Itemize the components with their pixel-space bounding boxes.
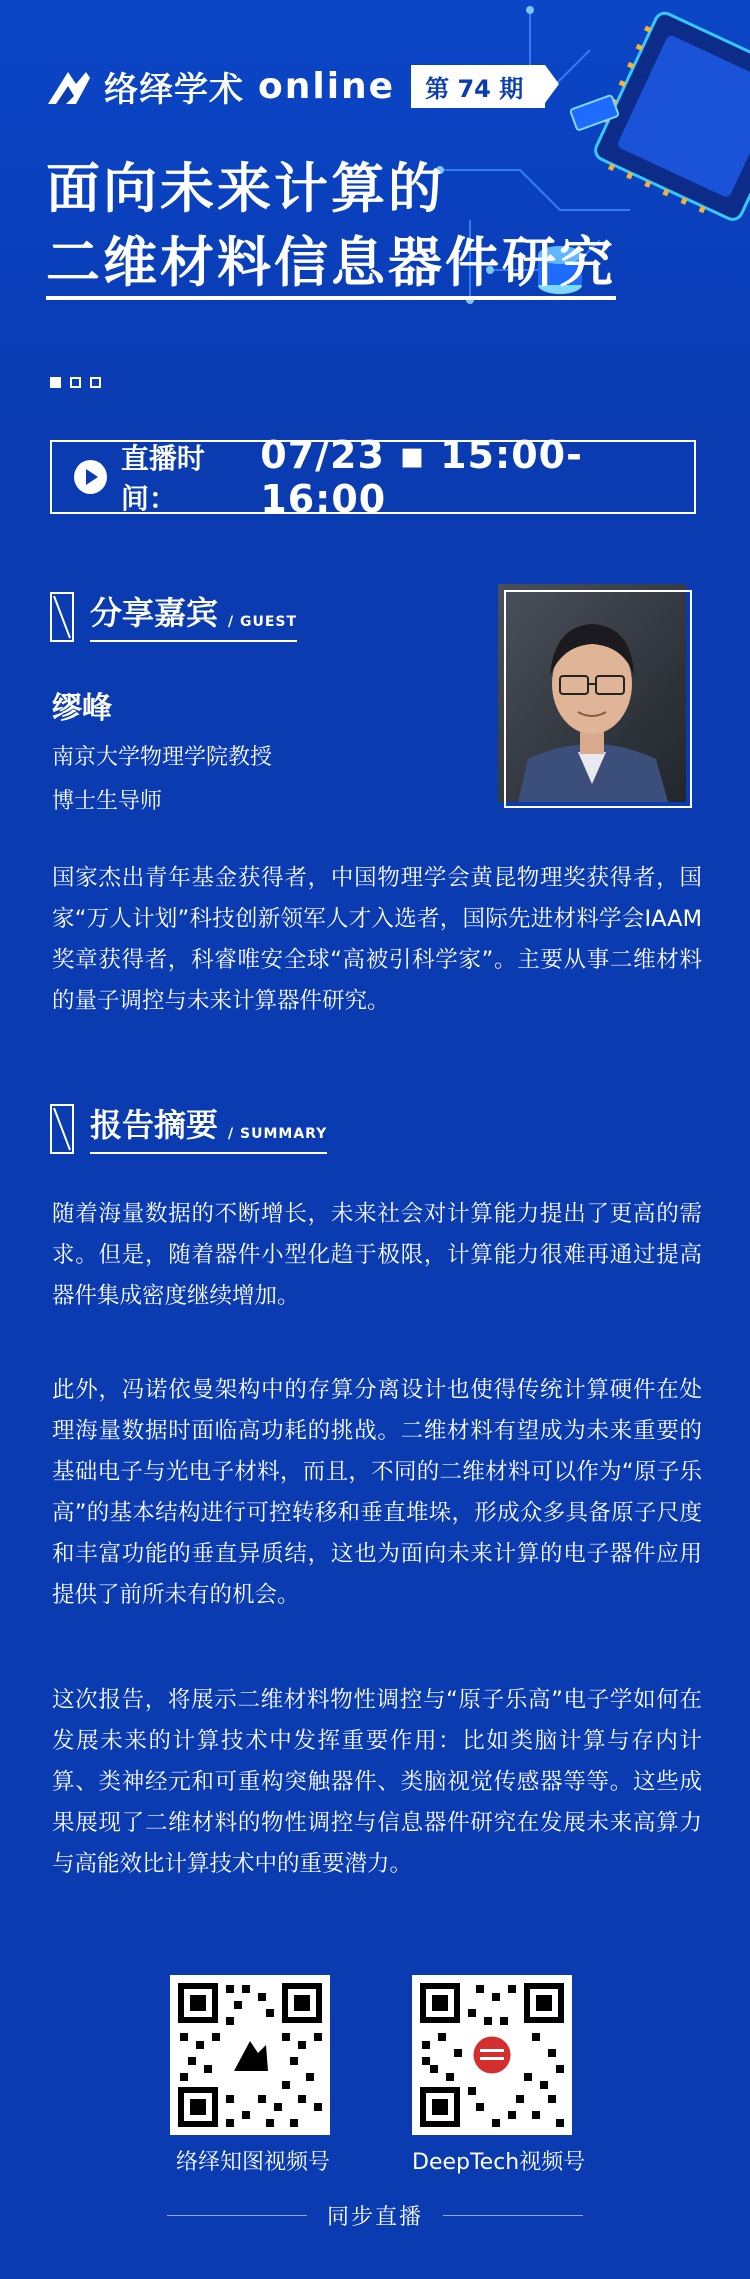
slide-dots bbox=[50, 377, 101, 388]
title-line-2: 二维材料信息器件研究 bbox=[46, 231, 616, 300]
live-time-label: 直播时间： bbox=[120, 442, 205, 515]
sync-live-text: 同步直播 bbox=[326, 2205, 423, 2230]
sync-live-footer bbox=[0, 2200, 750, 2231]
section-marker-icon bbox=[50, 592, 74, 642]
dot bbox=[90, 377, 101, 388]
guest-name: 缪峰 bbox=[52, 691, 112, 726]
page-title bbox=[46, 152, 616, 300]
issue-badge: 第 74 期 bbox=[411, 65, 545, 108]
summary-paragraph-2: 此外，冯诺依曼架构中的存算分离设计也使得传统计算硬件在处理海量数据时面临高功耗的挑战。二维材料有望成为未来重要的基础电子与光电子材料，而且，不同的二维材料可以作为“原子乐高”的基本结构进行可控转移和垂直堆垛，形成众多具备原子尺度和丰富功能的垂直异质结，这也为面向未来计算的电子器件应用提供了前所未有的机会。 bbox=[52, 1377, 702, 1608]
divider bbox=[167, 2215, 307, 2216]
dot-active bbox=[50, 377, 61, 388]
guest-section-title: 分享嘉宾 / GUEST bbox=[90, 588, 297, 642]
guest-bio: 国家杰出青年基金获得者，中国物理学会黄昆物理奖获得者，国家“万人计划”科技创新领军人才入选者，国际先进材料学会IAAM奖章获得者，科睿唯安全球“高被引科学家”。主要从事二维材料的量子调控与未来计算器件研究。 bbox=[52, 865, 702, 1014]
brand-name: 络绎学术 bbox=[104, 70, 244, 110]
qr-code-deeptech[interactable] bbox=[412, 1975, 572, 2135]
guest-section-header bbox=[50, 588, 297, 642]
summary-section-header bbox=[50, 1100, 327, 1154]
guest-role: 南京大学物理学院教授 bbox=[52, 745, 273, 770]
summary-section-en: / SUMMARY bbox=[228, 1126, 328, 1142]
summary-paragraph-1: 随着海量数据的不断增长，未来社会对计算能力提出了更高的需求。但是，随着器件小型化趋于极限，计算能力很难再通过提高器件集成密度继续增加。 bbox=[52, 1201, 702, 1309]
live-time-box bbox=[50, 433, 696, 521]
play-icon bbox=[74, 460, 107, 494]
summary-paragraph-3: 这次报告，将展示二维材料物性调控与“原子乐高”电子学如何在发展未来的计算技术中发挥重要作用：比如类脑计算与存内计算、类神经元和可重构突触器件、类脑视觉传感器等等。这些成果展现了二维材料的物性调控与信息器件研究在发展未来高算力与高能效比计算技术中的重要潜力。 bbox=[52, 1687, 702, 1877]
hero-header bbox=[0, 0, 750, 430]
brand-bar bbox=[46, 62, 545, 111]
photo-border bbox=[504, 590, 692, 808]
summary-section-title: 报告摘要 / SUMMARY bbox=[90, 1100, 327, 1154]
qr-block-deeptech bbox=[412, 1975, 586, 2176]
guest-photo-frame bbox=[504, 590, 692, 808]
qr-label-deeptech: DeepTech视频号 bbox=[412, 2150, 586, 2175]
title-line-1: 面向未来计算的 bbox=[46, 157, 445, 220]
qr-code-luoyi[interactable] bbox=[170, 1975, 330, 2135]
guest-role: 博士生导师 bbox=[52, 789, 163, 814]
brand-online: online bbox=[258, 66, 396, 107]
live-time-value: 07/23 ▪ 15:00-16:00 bbox=[260, 433, 583, 521]
divider bbox=[443, 2215, 583, 2216]
qr-block-luoyi bbox=[170, 1975, 336, 2176]
section-marker-icon bbox=[50, 1104, 74, 1154]
brand-logo-icon bbox=[46, 64, 92, 110]
qr-label-luoyi: 络绎知图视频号 bbox=[175, 2150, 330, 2175]
dot bbox=[70, 377, 81, 388]
guest-section-en: / GUEST bbox=[228, 614, 298, 630]
